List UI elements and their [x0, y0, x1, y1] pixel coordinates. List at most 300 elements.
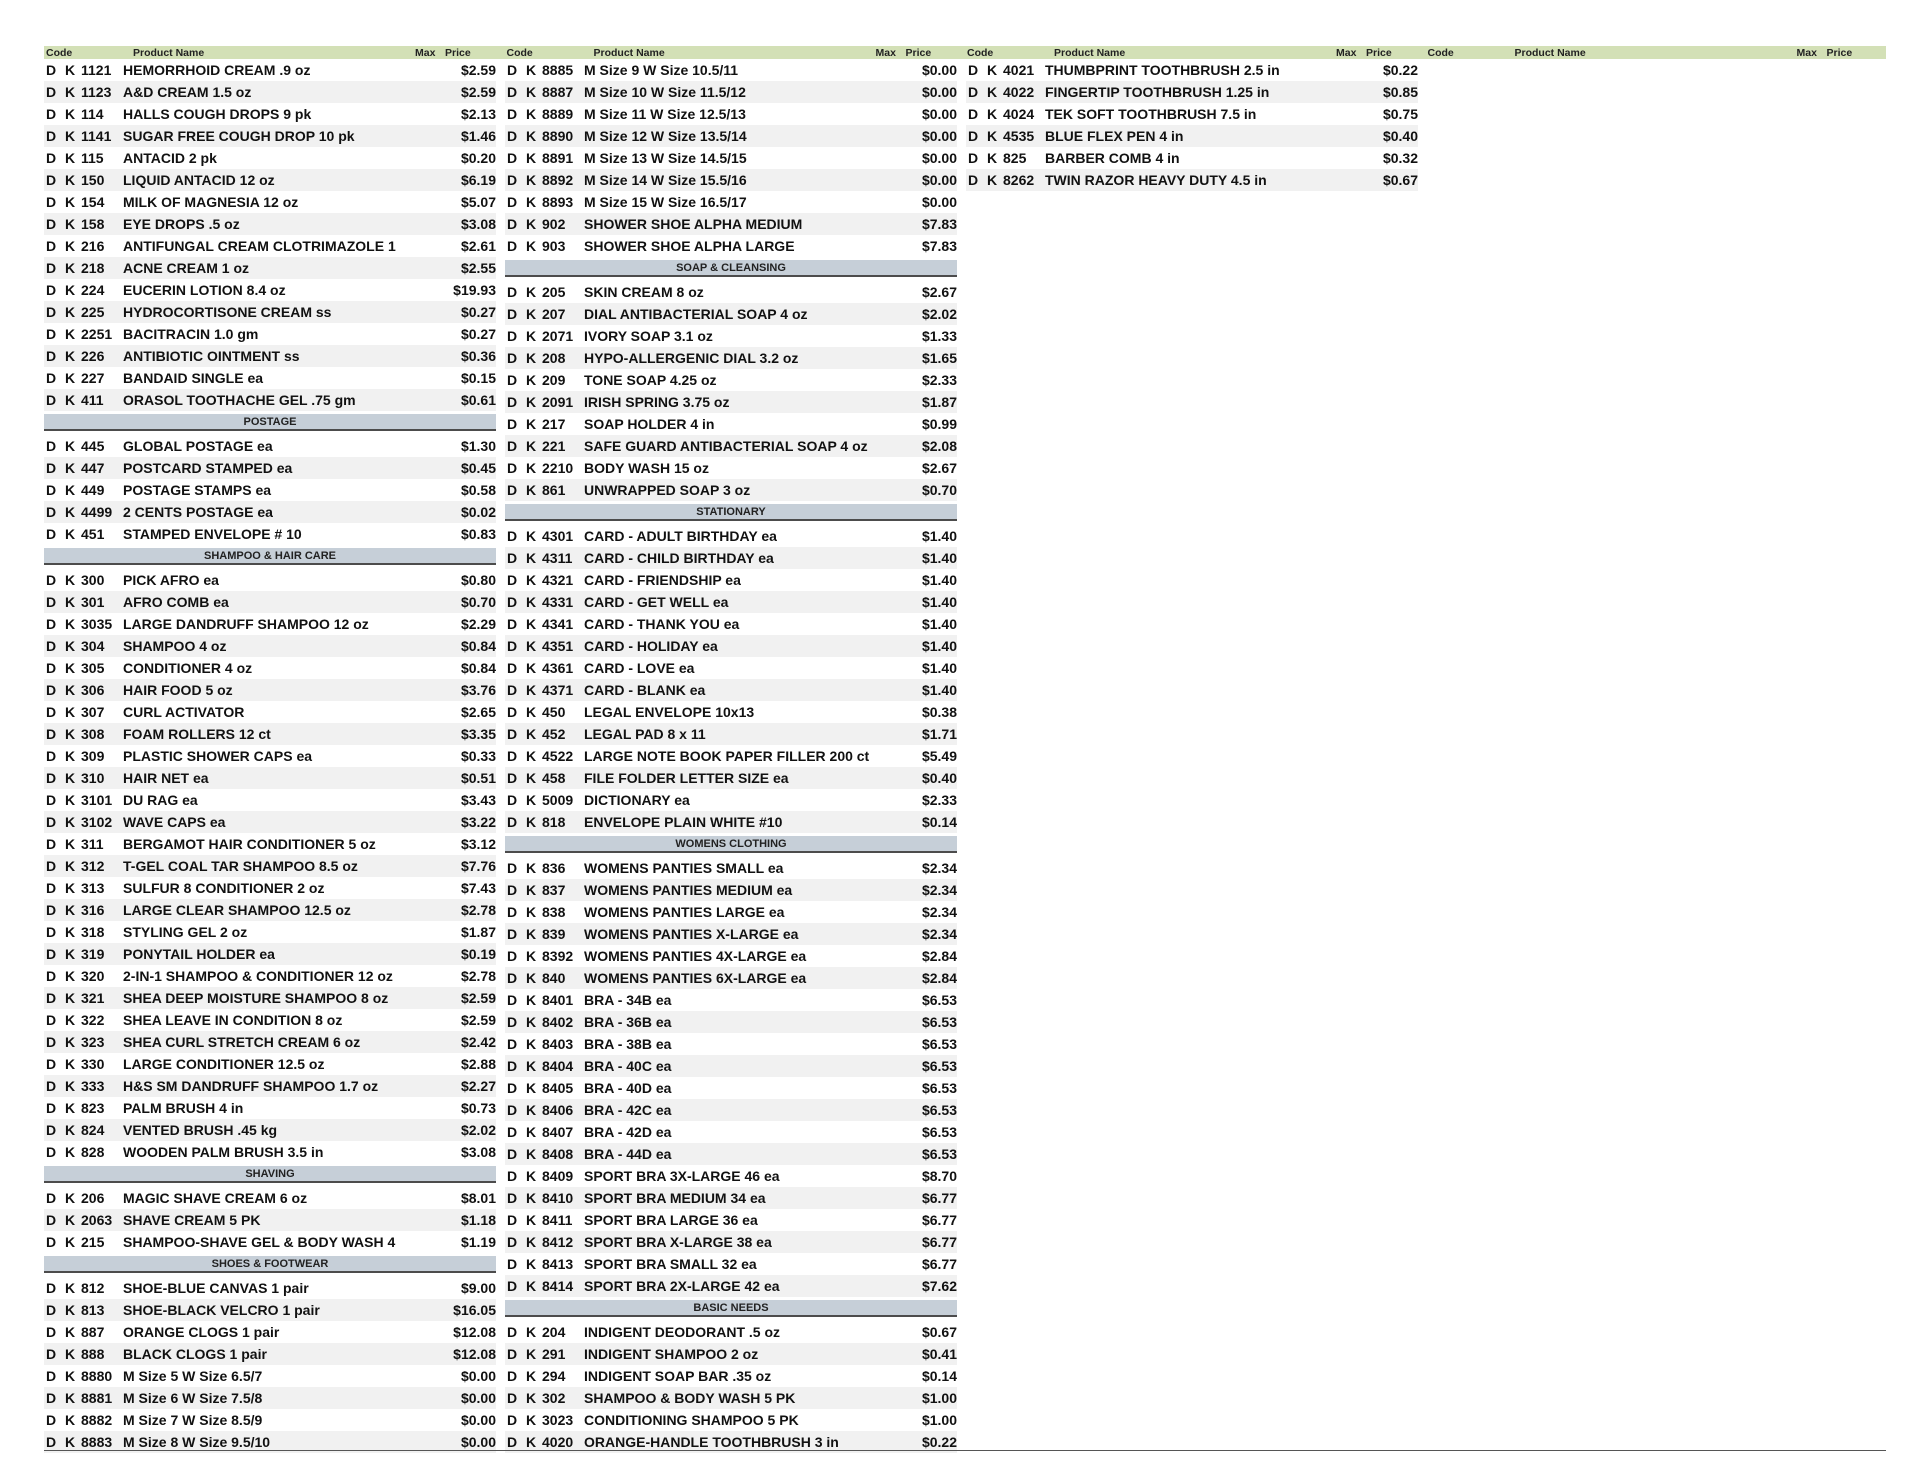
- product-code: 316: [81, 902, 105, 918]
- product-name: ACNE CREAM 1 oz: [123, 260, 250, 276]
- flag-d: D: [46, 304, 57, 320]
- flag-k: K: [525, 550, 537, 566]
- product-price: $0.99: [921, 416, 957, 432]
- flag-k: K: [525, 992, 537, 1008]
- flag-d: D: [507, 904, 518, 920]
- product-name: VENTED BRUSH .45 kg: [123, 1122, 278, 1138]
- product-code: 838: [542, 904, 566, 920]
- flag-d: D: [507, 284, 518, 300]
- flag-k: K: [986, 62, 998, 78]
- product-row: [505, 1321, 957, 1343]
- product-name: ORANGE CLOGS 1 pair: [123, 1324, 280, 1340]
- product-name: PALM BRUSH 4 in: [123, 1100, 244, 1116]
- product-code: 154: [81, 194, 105, 210]
- product-code: 4371: [542, 682, 574, 698]
- flag-d: D: [46, 438, 57, 454]
- flag-k: K: [64, 880, 76, 896]
- flag-d: D: [968, 150, 979, 166]
- product-name: LARGE DANDRUFF SHAMPOO 12 oz: [123, 616, 369, 632]
- product-row: [505, 1121, 957, 1143]
- product-row: [505, 169, 957, 191]
- flag-k: K: [986, 84, 998, 100]
- product-name: FOAM ROLLERS 12 ct: [123, 726, 271, 742]
- product-code: 8392: [542, 948, 574, 964]
- product-code: 4022: [1003, 84, 1035, 100]
- product-name: LARGE CLEAR SHAMPOO 12.5 oz: [123, 902, 351, 918]
- flag-k: K: [525, 1412, 537, 1428]
- flag-k: K: [525, 616, 537, 632]
- flag-k: K: [986, 128, 998, 144]
- flag-d: D: [968, 172, 979, 188]
- category-header: SHAVING: [44, 1166, 496, 1183]
- product-row: [505, 457, 957, 479]
- flag-d: D: [46, 1056, 57, 1072]
- product-price: $0.70: [921, 482, 957, 498]
- product-name: SPORT BRA X-LARGE 38 ea: [584, 1234, 772, 1250]
- product-price: $0.22: [1382, 62, 1418, 78]
- product-code: 310: [81, 770, 105, 786]
- product-row: [44, 435, 496, 457]
- product-price: $0.40: [921, 770, 957, 786]
- flag-k: K: [64, 1434, 76, 1450]
- product-code: 301: [81, 594, 105, 610]
- flag-k: K: [64, 660, 76, 676]
- header-code: Code: [967, 46, 994, 59]
- product-row: [44, 479, 496, 501]
- product-row: [44, 1009, 496, 1031]
- product-row: [505, 701, 957, 723]
- product-row: [44, 1187, 496, 1209]
- flag-k: K: [525, 194, 537, 210]
- product-row: [44, 279, 496, 301]
- product-price: $0.32: [1382, 150, 1418, 166]
- flag-d: D: [46, 1144, 57, 1160]
- header-group: [965, 46, 1426, 59]
- flag-d: D: [507, 992, 518, 1008]
- product-name: TONE SOAP 4.25 oz: [584, 372, 717, 388]
- category-header: BASIC NEEDS: [505, 1300, 957, 1317]
- product-code: 837: [542, 882, 566, 898]
- product-code: 451: [81, 526, 105, 542]
- flag-k: K: [525, 460, 537, 476]
- flag-d: D: [507, 528, 518, 544]
- flag-d: D: [507, 1212, 518, 1228]
- product-code: 1121: [81, 62, 112, 78]
- flag-k: K: [525, 1190, 537, 1206]
- flag-d: D: [507, 482, 518, 498]
- flag-k: K: [525, 394, 537, 410]
- product-price: $3.08: [460, 216, 496, 232]
- product-price: $0.00: [460, 1434, 496, 1450]
- product-price: $0.20: [460, 150, 496, 166]
- flag-k: K: [525, 238, 537, 254]
- product-name: BRA - 40C ea: [584, 1058, 672, 1074]
- product-row: [505, 479, 957, 501]
- product-name: M Size 13 W Size 14.5/15: [584, 150, 747, 166]
- flag-k: K: [525, 660, 537, 676]
- product-code: 836: [542, 860, 566, 876]
- flag-k: K: [525, 594, 537, 610]
- flag-d: D: [46, 1190, 57, 1206]
- product-row: [44, 523, 496, 545]
- product-row: [505, 525, 957, 547]
- product-name: CARD - ADULT BIRTHDAY ea: [584, 528, 777, 544]
- flag-k: K: [64, 946, 76, 962]
- product-price: $0.41: [921, 1346, 957, 1362]
- flag-k: K: [525, 1324, 537, 1340]
- product-row: [44, 345, 496, 367]
- product-code: 4020: [542, 1434, 574, 1450]
- flag-d: D: [507, 1168, 518, 1184]
- product-code: 308: [81, 726, 105, 742]
- header-price: Price: [905, 46, 932, 59]
- product-row: [505, 1187, 957, 1209]
- flag-d: D: [46, 1302, 57, 1318]
- product-name: SUGAR FREE COUGH DROP 10 pk: [123, 128, 355, 144]
- product-row: [44, 723, 496, 745]
- flag-k: K: [64, 748, 76, 764]
- product-price: $0.22: [921, 1434, 957, 1450]
- flag-k: K: [64, 1212, 76, 1228]
- product-price: $0.00: [921, 150, 957, 166]
- flag-k: K: [64, 814, 76, 830]
- product-price: $1.33: [921, 328, 957, 344]
- flag-k: K: [64, 1100, 76, 1116]
- product-row: [44, 635, 496, 657]
- product-name: CARD - BLANK ea: [584, 682, 706, 698]
- flag-d: D: [46, 1280, 57, 1296]
- flag-k: K: [64, 770, 76, 786]
- flag-k: K: [525, 1346, 537, 1362]
- product-code: 8414: [542, 1278, 574, 1294]
- flag-d: D: [46, 348, 57, 364]
- product-name: WAVE CAPS ea: [123, 814, 226, 830]
- flag-d: D: [46, 792, 57, 808]
- flag-d: D: [46, 326, 57, 342]
- product-name: SULFUR 8 CONDITIONER 2 oz: [123, 880, 325, 896]
- product-price: $2.65: [460, 704, 496, 720]
- flag-d: D: [507, 814, 518, 830]
- flag-d: D: [507, 216, 518, 232]
- product-row: [44, 833, 496, 855]
- product-name: CONDITIONING SHAMPOO 5 PK: [584, 1412, 799, 1428]
- flag-k: K: [525, 882, 537, 898]
- product-row: [505, 303, 957, 325]
- flag-d: D: [46, 1012, 57, 1028]
- flag-k: K: [525, 948, 537, 964]
- flag-k: K: [64, 1034, 76, 1050]
- flag-d: D: [46, 504, 57, 520]
- product-code: 300: [81, 572, 105, 588]
- product-code: 215: [81, 1234, 105, 1250]
- product-name: TEK SOFT TOOTHBRUSH 7.5 in: [1045, 106, 1257, 122]
- product-code: 2091: [542, 394, 574, 410]
- flag-d: D: [507, 926, 518, 942]
- flag-d: D: [507, 572, 518, 588]
- flag-d: D: [46, 1368, 57, 1384]
- product-row: [505, 413, 957, 435]
- product-name: SHAMPOO & BODY WASH 5 PK: [584, 1390, 796, 1406]
- flag-d: D: [507, 882, 518, 898]
- flag-k: K: [525, 1146, 537, 1162]
- product-code: 225: [81, 304, 105, 320]
- product-price: $0.02: [460, 504, 496, 520]
- flag-k: K: [986, 106, 998, 122]
- flag-k: K: [64, 1144, 76, 1160]
- product-name: AFRO COMB ea: [123, 594, 229, 610]
- product-price: $6.53: [921, 1080, 957, 1096]
- product-price: $3.22: [460, 814, 496, 830]
- product-price: $6.53: [921, 1014, 957, 1030]
- product-row: [505, 789, 957, 811]
- product-code: 8402: [542, 1014, 574, 1030]
- product-price: $2.27: [460, 1078, 496, 1094]
- product-price: $0.33: [460, 748, 496, 764]
- category-header: SHOES & FOOTWEAR: [44, 1256, 496, 1273]
- flag-k: K: [525, 172, 537, 188]
- flag-d: D: [507, 372, 518, 388]
- product-name: MAGIC SHAVE CREAM 6 oz: [123, 1190, 308, 1206]
- product-code: 318: [81, 924, 105, 940]
- flag-d: D: [46, 260, 57, 276]
- product-name: SPORT BRA 3X-LARGE 46 ea: [584, 1168, 780, 1184]
- product-code: 4361: [542, 660, 574, 676]
- flag-k: K: [525, 84, 537, 100]
- product-name: STAMPED ENVELOPE # 10: [123, 526, 302, 542]
- flag-d: D: [46, 1346, 57, 1362]
- product-price: $0.36: [460, 348, 496, 364]
- flag-d: D: [46, 106, 57, 122]
- category-header: SHAMPOO & HAIR CARE: [44, 548, 496, 565]
- product-price: $0.00: [921, 172, 957, 188]
- product-name: SHEA LEAVE IN CONDITION 8 oz: [123, 1012, 343, 1028]
- product-code: 115: [81, 150, 104, 166]
- product-price: $0.27: [460, 326, 496, 342]
- flag-d: D: [507, 460, 518, 476]
- flag-k: K: [525, 1368, 537, 1384]
- flag-d: D: [507, 682, 518, 698]
- product-row: [505, 1275, 957, 1297]
- flag-d: D: [507, 860, 518, 876]
- product-code: 902: [542, 216, 566, 232]
- product-price: $0.15: [460, 370, 496, 386]
- product-price: $6.77: [921, 1212, 957, 1228]
- flag-k: K: [525, 150, 537, 166]
- flag-d: D: [507, 1190, 518, 1206]
- flag-k: K: [64, 1346, 76, 1362]
- product-code: 411: [81, 392, 104, 408]
- product-row: [505, 967, 957, 989]
- product-row: [44, 767, 496, 789]
- product-price: $2.34: [921, 860, 957, 876]
- product-name: CURL ACTIVATOR: [123, 704, 245, 720]
- product-code: 450: [542, 704, 566, 720]
- product-code: 8882: [81, 1412, 113, 1428]
- product-row: [505, 657, 957, 679]
- product-row: [505, 59, 957, 81]
- product-code: 818: [542, 814, 566, 830]
- product-name: BACITRACIN 1.0 gm: [123, 326, 259, 342]
- product-price: $12.08: [453, 1324, 496, 1340]
- product-row: [966, 81, 1418, 103]
- product-code: 887: [81, 1324, 105, 1340]
- flag-k: K: [525, 926, 537, 942]
- product-row: [505, 857, 957, 879]
- product-name: BANDAID SINGLE ea: [123, 370, 264, 386]
- flag-d: D: [507, 350, 518, 366]
- product-name: PICK AFRO ea: [123, 572, 219, 588]
- product-row: [44, 1097, 496, 1119]
- product-name: BRA - 42D ea: [584, 1124, 672, 1140]
- product-name: M Size 5 W Size 6.5/7: [123, 1368, 263, 1384]
- flag-k: K: [64, 392, 76, 408]
- product-code: 812: [81, 1280, 105, 1296]
- product-row: [505, 369, 957, 391]
- product-code: 4535: [1003, 128, 1035, 144]
- flag-d: D: [46, 1034, 57, 1050]
- product-code: 8403: [542, 1036, 574, 1052]
- product-name: THUMBPRINT TOOTHBRUSH 2.5 in: [1045, 62, 1280, 78]
- flag-k: K: [525, 1256, 537, 1272]
- product-code: 294: [542, 1368, 566, 1384]
- product-code: 2063: [81, 1212, 113, 1228]
- flag-k: K: [64, 128, 76, 144]
- flag-d: D: [46, 460, 57, 476]
- flag-d: D: [46, 946, 57, 962]
- product-price: $2.34: [921, 926, 957, 942]
- product-price: $0.00: [460, 1390, 496, 1406]
- product-price: $0.80: [460, 572, 496, 588]
- flag-k: K: [64, 504, 76, 520]
- product-row: [505, 235, 957, 257]
- flag-d: D: [46, 1234, 57, 1250]
- flag-k: K: [64, 836, 76, 852]
- product-name: PONYTAIL HOLDER ea: [123, 946, 275, 962]
- flag-k: K: [525, 416, 537, 432]
- flag-d: D: [968, 128, 979, 144]
- product-price: $2.84: [921, 948, 957, 964]
- product-row: [44, 1387, 496, 1409]
- flag-d: D: [507, 1256, 518, 1272]
- product-code: 313: [81, 880, 105, 896]
- product-price: $0.00: [460, 1368, 496, 1384]
- flag-k: K: [525, 438, 537, 454]
- product-name: SHEA CURL STRETCH CREAM 6 oz: [123, 1034, 361, 1050]
- product-code: 1141: [81, 128, 112, 144]
- flag-k: K: [525, 770, 537, 786]
- flag-k: K: [64, 1390, 76, 1406]
- flag-k: K: [525, 482, 537, 498]
- flag-k: K: [64, 62, 76, 78]
- product-row: [44, 811, 496, 833]
- product-name: LEGAL ENVELOPE 10x13: [584, 704, 755, 720]
- product-name: CARD - CHILD BIRTHDAY ea: [584, 550, 774, 566]
- product-name: BLACK CLOGS 1 pair: [123, 1346, 267, 1362]
- flag-d: D: [46, 638, 57, 654]
- flag-k: K: [525, 1212, 537, 1228]
- product-row: [44, 987, 496, 1009]
- product-row: [44, 855, 496, 877]
- product-price: $16.05: [453, 1302, 496, 1318]
- flag-d: D: [46, 128, 57, 144]
- flag-k: K: [64, 238, 76, 254]
- flag-d: D: [46, 924, 57, 940]
- product-price: $3.35: [460, 726, 496, 742]
- product-code: 8892: [542, 172, 574, 188]
- flag-d: D: [507, 1368, 518, 1384]
- product-row: [44, 1343, 496, 1365]
- flag-d: D: [507, 328, 518, 344]
- product-code: 8880: [81, 1368, 113, 1384]
- product-name: HAIR FOOD 5 oz: [123, 682, 233, 698]
- flag-d: D: [46, 726, 57, 742]
- product-price: $2.78: [460, 968, 496, 984]
- product-name: WOMENS PANTIES 4X-LARGE ea: [584, 948, 807, 964]
- product-code: 4301: [542, 528, 574, 544]
- price-column-3: [966, 59, 1418, 191]
- flag-d: D: [507, 1014, 518, 1030]
- product-name: SPORT BRA 2X-LARGE 42 ea: [584, 1278, 780, 1294]
- flag-d: D: [46, 1390, 57, 1406]
- flag-d: D: [46, 836, 57, 852]
- flag-k: K: [64, 260, 76, 276]
- product-name: M Size 9 W Size 10.5/11: [584, 62, 739, 78]
- product-name: WOMENS PANTIES LARGE ea: [584, 904, 785, 920]
- product-code: 291: [542, 1346, 566, 1362]
- product-name: M Size 15 W Size 16.5/17: [584, 194, 747, 210]
- product-name: DICTIONARY ea: [584, 792, 690, 808]
- product-row: [505, 901, 957, 923]
- flag-d: D: [507, 194, 518, 210]
- flag-d: D: [968, 106, 979, 122]
- flag-d: D: [46, 172, 57, 188]
- product-price: $6.53: [921, 1058, 957, 1074]
- header-product-name: Product Name: [1514, 46, 1586, 59]
- flag-k: K: [64, 594, 76, 610]
- product-code: 305: [81, 660, 105, 676]
- product-price: $0.00: [921, 194, 957, 210]
- product-name: CONDITIONER 4 oz: [123, 660, 253, 676]
- product-name: M Size 11 W Size 12.5/13: [584, 106, 746, 122]
- product-price: $0.84: [460, 638, 496, 654]
- flag-k: K: [525, 704, 537, 720]
- product-name: 2 CENTS POSTAGE ea: [123, 504, 273, 520]
- product-code: 4021: [1003, 62, 1035, 78]
- flag-d: D: [507, 128, 518, 144]
- column-header-bar: [44, 46, 1886, 59]
- product-price: $0.75: [1382, 106, 1418, 122]
- product-row: [44, 569, 496, 591]
- category-header: POSTAGE: [44, 414, 496, 431]
- product-name: BRA - 36B ea: [584, 1014, 672, 1030]
- product-price: $0.00: [921, 84, 957, 100]
- flag-d: D: [507, 550, 518, 566]
- product-name: SHOWER SHOE ALPHA MEDIUM: [584, 216, 803, 232]
- product-code: 4522: [542, 748, 574, 764]
- product-price: $6.77: [921, 1234, 957, 1250]
- flag-d: D: [46, 84, 57, 100]
- flag-k: K: [525, 1080, 537, 1096]
- product-code: 309: [81, 748, 105, 764]
- product-price: $2.33: [921, 792, 957, 808]
- product-name: BRA - 40D ea: [584, 1080, 672, 1096]
- product-name: WOMENS PANTIES MEDIUM ea: [584, 882, 793, 898]
- product-price: $0.00: [921, 128, 957, 144]
- product-code: 320: [81, 968, 105, 984]
- flag-k: K: [525, 284, 537, 300]
- flag-k: K: [525, 62, 537, 78]
- product-price: $2.67: [921, 460, 957, 476]
